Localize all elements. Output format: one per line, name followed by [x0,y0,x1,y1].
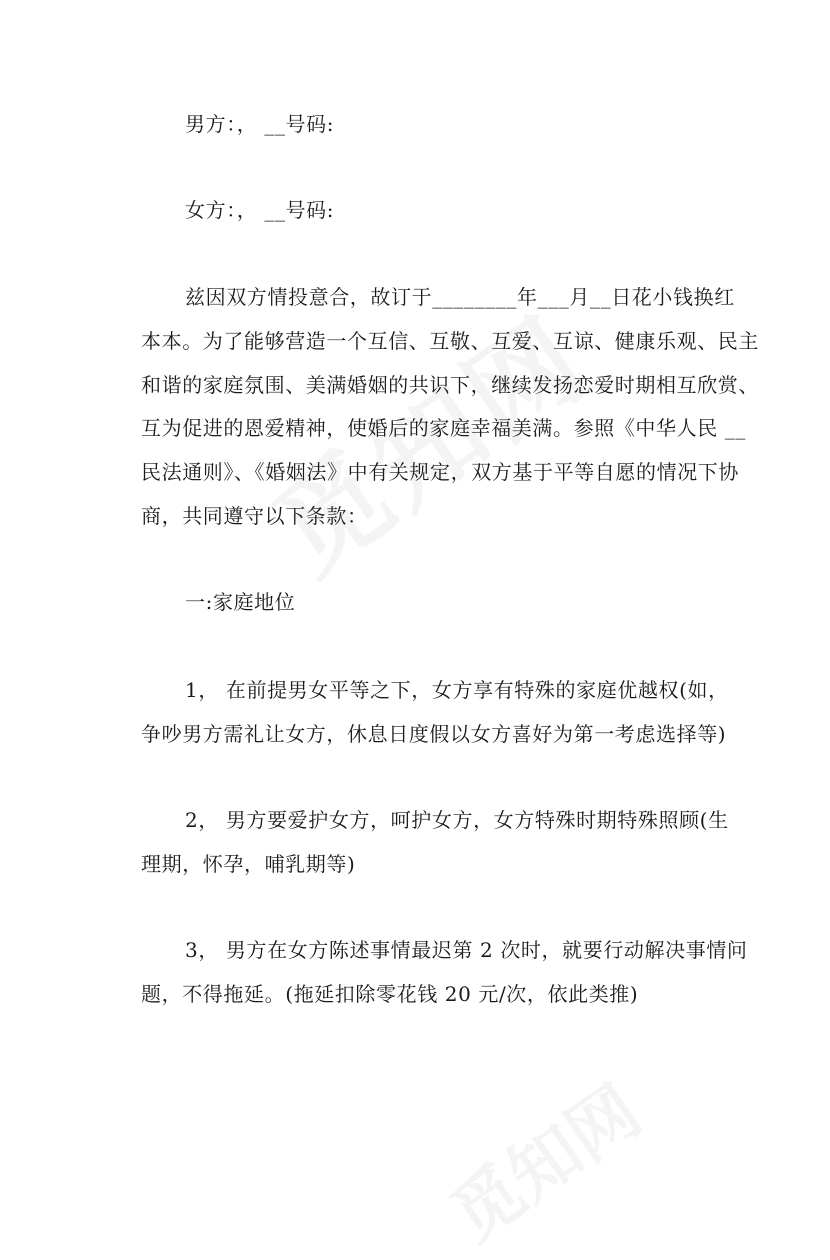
clause-line: 理期，怀孕，哺乳期等) [141,852,356,876]
clause-line: 3， 男方在女方陈述事情最迟第 2 次时，就要行动解决事情问 [185,938,748,962]
clause-line: 2， 男方要爱护女方，呵护女方，女方特殊时期特殊照顾(生 [185,808,729,832]
intro-line: 商，共同遵守以下条款： [141,504,368,528]
intro-line: 兹因双方情投意合，故订于________年___月__日花小钱换红 [185,285,735,309]
intro-line: 本本。为了能够营造一个互信、互敬、互爱、互谅、健康乐观、民主 [141,329,759,353]
intro-line: 互为促进的恩爱精神，使婚后的家庭幸福美满。参照《中华人民 __ [141,416,746,440]
clause-line: 争吵男方需礼让女方，休息日度假以女方喜好为第一考虑选择等) [141,722,727,746]
clause-line: 1， 在前提男女平等之下，女方享有特殊的家庭优越权(如， [185,678,729,702]
clause-line: 题，不得拖延。(拖延扣除零花钱 20 元/次，依此类推) [141,982,639,1006]
intro-line: 和谐的家庭氛围、美满婚姻的共识下，继续发扬恋爱时期相互欣赏、 [141,373,759,397]
watermark-bottom [428,1029,693,1252]
party-female-line: 女方：， __号码: [185,198,335,222]
party-male-line: 男方：， __号码: [185,112,335,136]
intro-line: 民法通则》、《婚姻法》中有关规定，双方基于平等自愿的情况下协 [141,460,739,484]
section-title: 一:家庭地位 [185,590,296,614]
